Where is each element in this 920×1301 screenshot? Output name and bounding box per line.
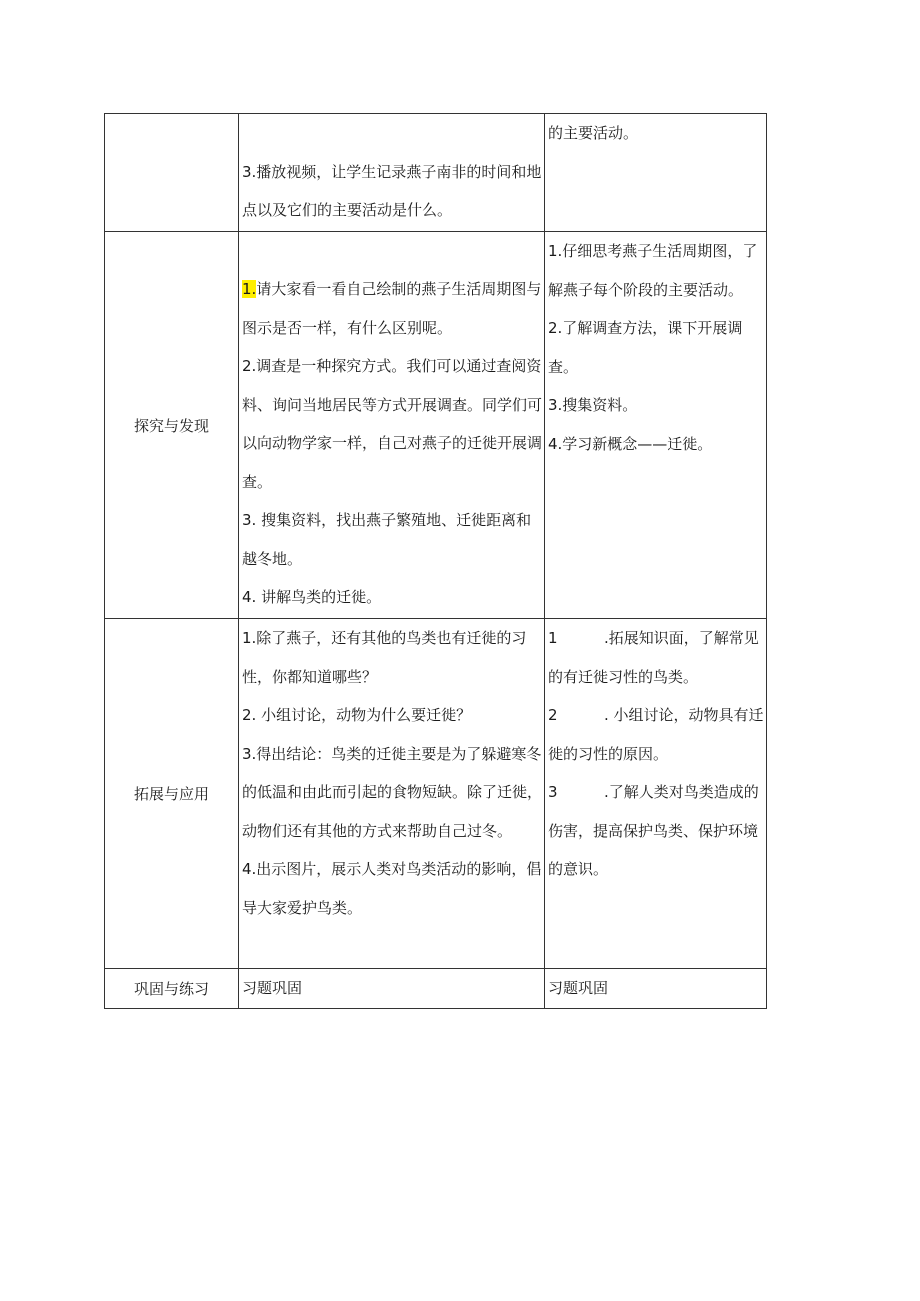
paragraph bbox=[548, 619, 766, 696]
teacher-activity-cell bbox=[239, 232, 545, 619]
paragraph: 的主要活动。 bbox=[548, 124, 639, 142]
paragraph: 4.学习新概念——迁徙。 bbox=[548, 434, 713, 453]
paragraph: 4.出示图片，展示人类对鸟类活动的影响，倡导大家爱护鸟类。 bbox=[242, 860, 542, 917]
paragraph: 习题巩固 bbox=[242, 979, 303, 997]
paragraph-text: .了解人类对鸟类造成的伤害，提高保护鸟类、保护环境的意识。 bbox=[548, 783, 759, 878]
table-row bbox=[105, 969, 767, 1009]
student-activity-cell bbox=[545, 232, 767, 619]
item-number: 3 bbox=[548, 783, 558, 801]
student-activity-cell bbox=[545, 619, 767, 969]
paragraph-text: . 小组讨论，动物具有迁徙的习性的原因。 bbox=[548, 706, 764, 763]
paragraph: 3.得出结论：鸟类的迁徙主要是为了躲避寒冬的低温和由此而引起的食物短缺。除了迁徙，动物们还有其他的方式来帮助自己过冬。 bbox=[242, 744, 543, 840]
paragraph: 3.播放视频，让学生记录燕子南非的时间和地点以及它们的主要活动是什么。 bbox=[242, 162, 542, 219]
paragraph bbox=[242, 114, 544, 153]
paragraph-text: .拓展知识面，了解常见的有迁徙习性的鸟类。 bbox=[548, 629, 759, 686]
paragraph: 2. 小组讨论，动物为什么要迁徙？ bbox=[242, 706, 472, 724]
item-number: 2 bbox=[548, 706, 558, 724]
paragraph: 4. 讲解鸟类的迁徙。 bbox=[242, 588, 382, 606]
teacher-activity-cell bbox=[239, 114, 545, 232]
paragraph: 1.除了燕子，还有其他的鸟类也有迁徙的习性，你都知道哪些？ bbox=[242, 629, 527, 686]
paragraph-text: 请大家看一看自己绘制的燕子生活周期图与图示是否一样，有什么区别呢。 bbox=[242, 280, 542, 337]
stage-cell bbox=[105, 114, 239, 232]
item-number: 1 bbox=[548, 629, 558, 647]
teacher-activity-cell bbox=[239, 969, 545, 1009]
student-activity-cell bbox=[545, 969, 767, 1009]
stage-cell: 探究与发现 bbox=[105, 232, 239, 619]
stage-cell: 巩固与练习 bbox=[105, 969, 239, 1009]
paragraph: 习题巩固 bbox=[548, 979, 609, 997]
table-row bbox=[105, 232, 767, 619]
teacher-activity-cell bbox=[239, 619, 545, 969]
stage-cell: 拓展与应用 bbox=[105, 619, 239, 969]
student-activity-cell bbox=[545, 114, 767, 232]
highlighted-number: 1. bbox=[242, 280, 257, 298]
lesson-plan-table bbox=[104, 113, 767, 1009]
paragraph: 2.了解调查方法，课下开展调查。 bbox=[548, 319, 743, 376]
paragraph bbox=[242, 270, 544, 347]
paragraph: 3.搜集资料。 bbox=[548, 396, 638, 414]
paragraph bbox=[548, 696, 766, 773]
paragraph: 1.仔细思考燕子生活周期图，了解燕子每个阶段的主要活动。 bbox=[548, 242, 758, 299]
table-row bbox=[105, 114, 767, 232]
paragraph bbox=[548, 773, 766, 889]
table-row bbox=[105, 619, 767, 969]
paragraph: 2.调查是一种探究方式。我们可以通过查阅资料、询问当地居民等方式开展调查。同学们可以向动物学家一样，自己对燕子的迁徙开展调查。 bbox=[242, 357, 543, 491]
paragraph: 3. 搜集资料，找出燕子繁殖地、迁徙距离和越冬地。 bbox=[242, 511, 532, 568]
